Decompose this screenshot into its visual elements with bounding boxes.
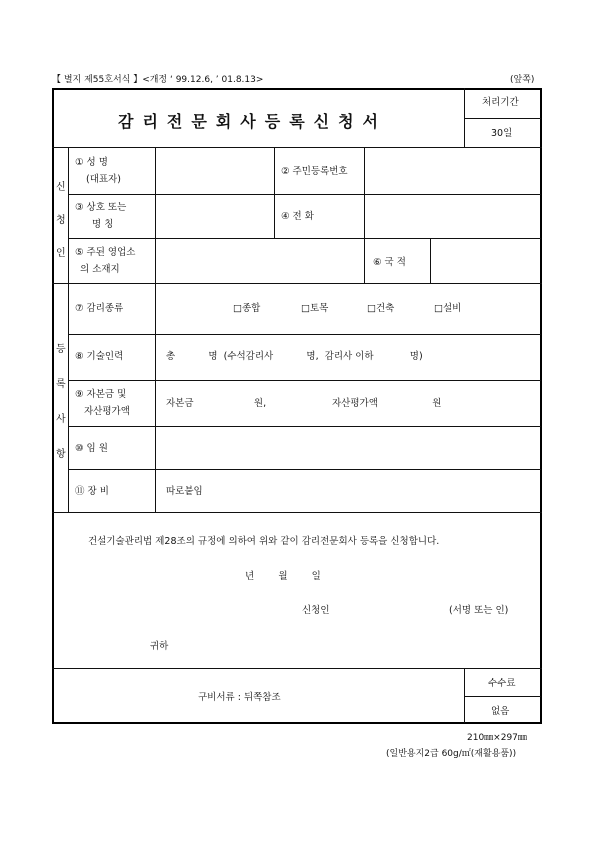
page-side: (앞쪽) bbox=[510, 75, 535, 85]
name-label: ① 성 명 bbox=[75, 157, 108, 168]
statement-text: 건설기술관리법 제28조의 규정에 의하여 위와 같이 감리전문회사 등록을 신청합니다. bbox=[88, 536, 440, 547]
office-field[interactable] bbox=[157, 241, 362, 282]
paper-type: (일반용지2급 60g/㎡(재활용품)) bbox=[386, 749, 517, 759]
page-title: 감리전문회사등록신청서 bbox=[118, 112, 388, 131]
equipment-label: ⑪ 장 비 bbox=[75, 486, 109, 497]
capital-label: ⑨ 자본금 및 bbox=[75, 389, 127, 400]
phone-label: ④ 전 화 bbox=[281, 211, 314, 222]
applicant-sign-label: 신청인 bbox=[302, 605, 330, 616]
resident-no-label: ② 주민등록번호 bbox=[281, 166, 348, 177]
tech-label: ⑧ 기술인력 bbox=[75, 351, 124, 362]
nationality-label: ⑥ 국 적 bbox=[373, 257, 406, 268]
processing-label: 처리기간 bbox=[482, 97, 519, 108]
phone-field[interactable] bbox=[366, 197, 539, 237]
type-label: ⑦ 감리종류 bbox=[75, 303, 124, 314]
office-label: ⑤ 주된 영업소 bbox=[75, 247, 136, 258]
section-registration-char-4: 항 bbox=[56, 449, 66, 460]
section-registration-char-3: 사 bbox=[56, 414, 66, 425]
section-registration-char-1: 등 bbox=[56, 344, 66, 355]
required-docs: 구비서류 : 뒤쪽참조 bbox=[198, 692, 281, 703]
capital-sub-label: 자산평가액 bbox=[84, 406, 130, 417]
office-sub-label: 의 소재지 bbox=[80, 264, 120, 275]
nationality-field[interactable] bbox=[432, 241, 539, 282]
asset-value[interactable]: 자산평가액 원 bbox=[332, 398, 442, 409]
officer-label: ⑩ 임 원 bbox=[75, 443, 108, 454]
resident-no-field[interactable] bbox=[366, 150, 539, 192]
tech-value[interactable]: 총 명 (수석감리사 명, 감리사 이하 명) bbox=[166, 351, 423, 362]
fee-label: 수수료 bbox=[488, 678, 516, 689]
processing-value: 30일 bbox=[491, 128, 513, 139]
section-applicant-char-2: 청 bbox=[56, 215, 66, 226]
equipment-value: 따로붙임 bbox=[166, 486, 203, 497]
type-option-civil[interactable]: □토목 bbox=[301, 303, 329, 314]
company-field[interactable] bbox=[157, 197, 273, 237]
recipient-label: 귀하 bbox=[150, 641, 169, 652]
section-registration-char-2: 록 bbox=[56, 379, 66, 390]
fee-value: 없음 bbox=[491, 706, 510, 717]
section-applicant-char-1: 신 bbox=[56, 182, 66, 193]
type-option-equipment[interactable]: □설비 bbox=[434, 303, 462, 314]
name-field[interactable] bbox=[157, 150, 273, 192]
paper-size: 210㎜×297㎜ bbox=[467, 733, 527, 743]
officer-field[interactable] bbox=[157, 429, 539, 467]
company-label: ③ 상호 또는 bbox=[75, 202, 127, 213]
date-line[interactable]: 년 월 일 bbox=[245, 571, 321, 582]
capital-value[interactable]: 자본금 원, bbox=[166, 398, 267, 409]
form-id: 【 별지 제55호서식 】<개정 ‘ 99.12.6, ’ 01.8.13> bbox=[52, 75, 264, 85]
type-option-architecture[interactable]: □건축 bbox=[367, 303, 395, 314]
type-option-general[interactable]: □종합 bbox=[233, 303, 261, 314]
section-applicant-char-3: 인 bbox=[56, 248, 66, 259]
name-sub-label: (대표자) bbox=[86, 174, 121, 185]
signature-label[interactable]: (서명 또는 인) bbox=[449, 605, 509, 616]
company-sub-label: 명 칭 bbox=[92, 219, 114, 230]
